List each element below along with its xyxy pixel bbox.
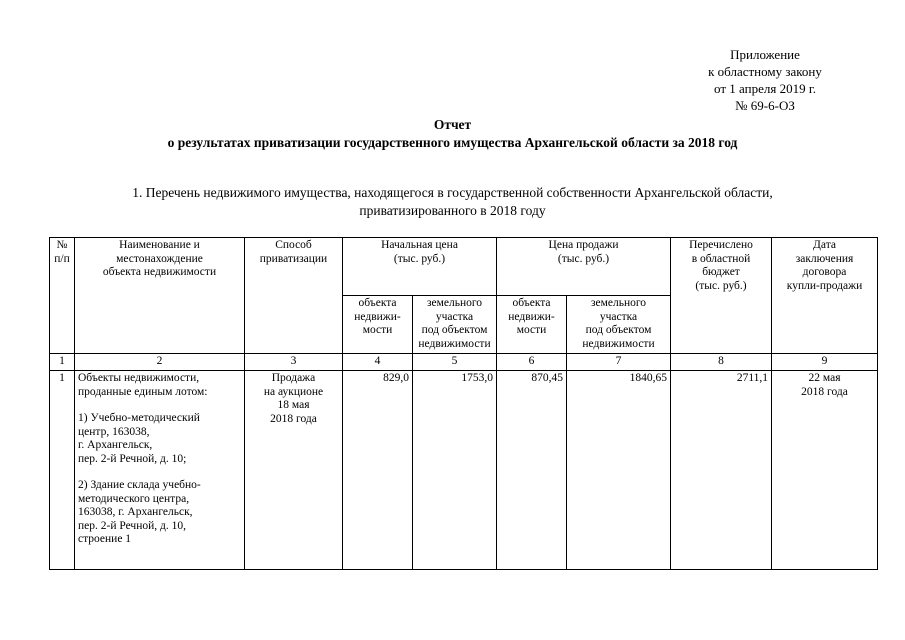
col-number: 5 bbox=[413, 354, 497, 371]
text-lines bbox=[248, 239, 339, 266]
col-number: 7 bbox=[567, 354, 671, 371]
text-line: строение 1 bbox=[78, 533, 132, 545]
text-lines bbox=[53, 239, 71, 266]
column-numbers-row bbox=[50, 354, 878, 371]
text-line bbox=[78, 399, 241, 412]
text-line: Объекты недвижимости, bbox=[78, 372, 200, 384]
col-number: 6 bbox=[497, 354, 567, 371]
text-lines bbox=[674, 239, 768, 293]
row-sale-land: 1840,65 bbox=[567, 371, 671, 570]
text-line: участка bbox=[599, 310, 638, 323]
text-line: под объектом bbox=[585, 324, 652, 336]
text-line: пер. 2-й Речной, д. 10, bbox=[78, 519, 186, 532]
text-line: объекта bbox=[512, 297, 551, 309]
section-title bbox=[0, 184, 905, 220]
col-number: 3 bbox=[245, 354, 343, 371]
header-num bbox=[50, 238, 75, 354]
row-budget: 2711,1 bbox=[671, 371, 772, 570]
text-lines bbox=[775, 372, 874, 399]
row-num: 1 bbox=[50, 371, 75, 570]
appendix-line: Приложение bbox=[730, 47, 800, 62]
text-line: недвижимости bbox=[582, 337, 655, 350]
header-budget bbox=[671, 238, 772, 354]
text-line: пер. 2-й Речной, д. 10; bbox=[78, 452, 187, 465]
text-lines bbox=[78, 372, 241, 547]
header-sale-object bbox=[497, 296, 567, 354]
report-title bbox=[0, 116, 905, 152]
header-name bbox=[75, 238, 245, 354]
appendix-line: № 69-6-ОЗ bbox=[735, 98, 795, 113]
text-line: 163038, г. Архангельск, bbox=[78, 506, 193, 518]
text-lines bbox=[346, 239, 493, 266]
title-line: Отчет bbox=[433, 117, 472, 132]
text-line: на аукционе bbox=[263, 385, 324, 398]
text-line: приватизации bbox=[259, 252, 328, 265]
text-line: мости bbox=[516, 324, 547, 336]
text-line bbox=[78, 466, 241, 479]
text-line: методического центра, bbox=[78, 492, 190, 505]
text-line: (тыс. руб.) bbox=[393, 252, 446, 265]
text-line: 22 мая bbox=[808, 372, 841, 384]
section-line: 1. Перечень недвижимого имущества, находящегося в государственной собственности Архангельской области, bbox=[132, 185, 773, 200]
text-line: 2018 года bbox=[270, 412, 317, 425]
text-line: мости bbox=[362, 324, 393, 336]
text-line: Цена продажи bbox=[548, 239, 619, 251]
appendix-block bbox=[690, 46, 840, 114]
col-number: 1 bbox=[50, 354, 75, 371]
text-lines bbox=[570, 297, 667, 351]
text-line: участка bbox=[435, 310, 474, 323]
col-number: 9 bbox=[772, 354, 878, 371]
text-line: 18 мая bbox=[277, 399, 310, 411]
text-line: Продажа bbox=[271, 372, 316, 384]
appendix-line: от 1 апреля 2019 г. bbox=[714, 81, 816, 96]
header-sale-land bbox=[567, 296, 671, 354]
header-method bbox=[245, 238, 343, 354]
text-line: 2) Здание склада учебно- bbox=[78, 479, 201, 491]
header-start-land bbox=[413, 296, 497, 354]
row-method bbox=[245, 371, 343, 570]
table-row bbox=[50, 371, 878, 570]
appendix-line: к областному закону bbox=[708, 64, 822, 79]
text-lines bbox=[248, 372, 339, 426]
text-line: в областной bbox=[691, 252, 751, 265]
text-line: договора bbox=[802, 266, 847, 278]
text-line: Перечислено bbox=[689, 239, 753, 251]
text-line: объекта недвижимости bbox=[102, 266, 217, 278]
text-line: № bbox=[56, 239, 68, 251]
col-number: 8 bbox=[671, 354, 772, 371]
text-line: проданные единым лотом: bbox=[78, 385, 208, 398]
header-sale-price bbox=[497, 238, 671, 296]
text-line: Дата bbox=[813, 239, 836, 251]
title-line: о результатах приватизации государственного имущества Архангельской области за 2018 год bbox=[167, 135, 738, 150]
text-line: п/п bbox=[54, 252, 70, 265]
text-line: объекта bbox=[358, 297, 397, 309]
text-line: Способ bbox=[275, 239, 312, 251]
text-lines bbox=[775, 239, 874, 293]
header-start-price bbox=[343, 238, 497, 296]
row-start-object: 829,0 bbox=[343, 371, 413, 570]
text-line: земельного bbox=[426, 297, 483, 309]
text-lines bbox=[500, 297, 563, 338]
text-line: заключения bbox=[795, 252, 854, 265]
text-line: Наименование и bbox=[119, 239, 200, 251]
text-line: недвижи- bbox=[354, 310, 401, 323]
text-lines bbox=[500, 239, 667, 266]
text-line: земельного bbox=[590, 297, 647, 309]
row-sale-object: 870,45 bbox=[497, 371, 567, 570]
text-line: центр, 163038, bbox=[78, 425, 150, 438]
text-line: (тыс. руб.) bbox=[557, 252, 610, 265]
text-line: под объектом bbox=[421, 324, 488, 336]
text-line: купли-продажи bbox=[786, 279, 863, 292]
privatization-table bbox=[49, 237, 878, 570]
text-lines bbox=[346, 297, 409, 338]
section-line: приватизированного в 2018 году bbox=[359, 203, 546, 218]
row-object-name bbox=[75, 371, 245, 570]
text-line: недвижи- bbox=[508, 310, 555, 323]
row-start-land: 1753,0 bbox=[413, 371, 497, 570]
text-line: недвижимости bbox=[418, 337, 491, 350]
text-line: бюджет bbox=[702, 266, 740, 278]
text-line: (тыс. руб.) bbox=[695, 279, 747, 292]
text-line: 2018 года bbox=[801, 385, 848, 398]
text-line: г. Архангельск, bbox=[78, 439, 153, 451]
text-line: местонахождение bbox=[116, 252, 203, 265]
text-line: 1) Учебно-методический bbox=[78, 412, 200, 424]
header-date bbox=[772, 238, 878, 354]
text-lines bbox=[78, 239, 241, 280]
header-start-object bbox=[343, 296, 413, 354]
text-line: Начальная цена bbox=[381, 239, 458, 251]
row-date bbox=[772, 371, 878, 570]
col-number: 4 bbox=[343, 354, 413, 371]
col-number: 2 bbox=[75, 354, 245, 371]
text-lines bbox=[416, 297, 493, 351]
